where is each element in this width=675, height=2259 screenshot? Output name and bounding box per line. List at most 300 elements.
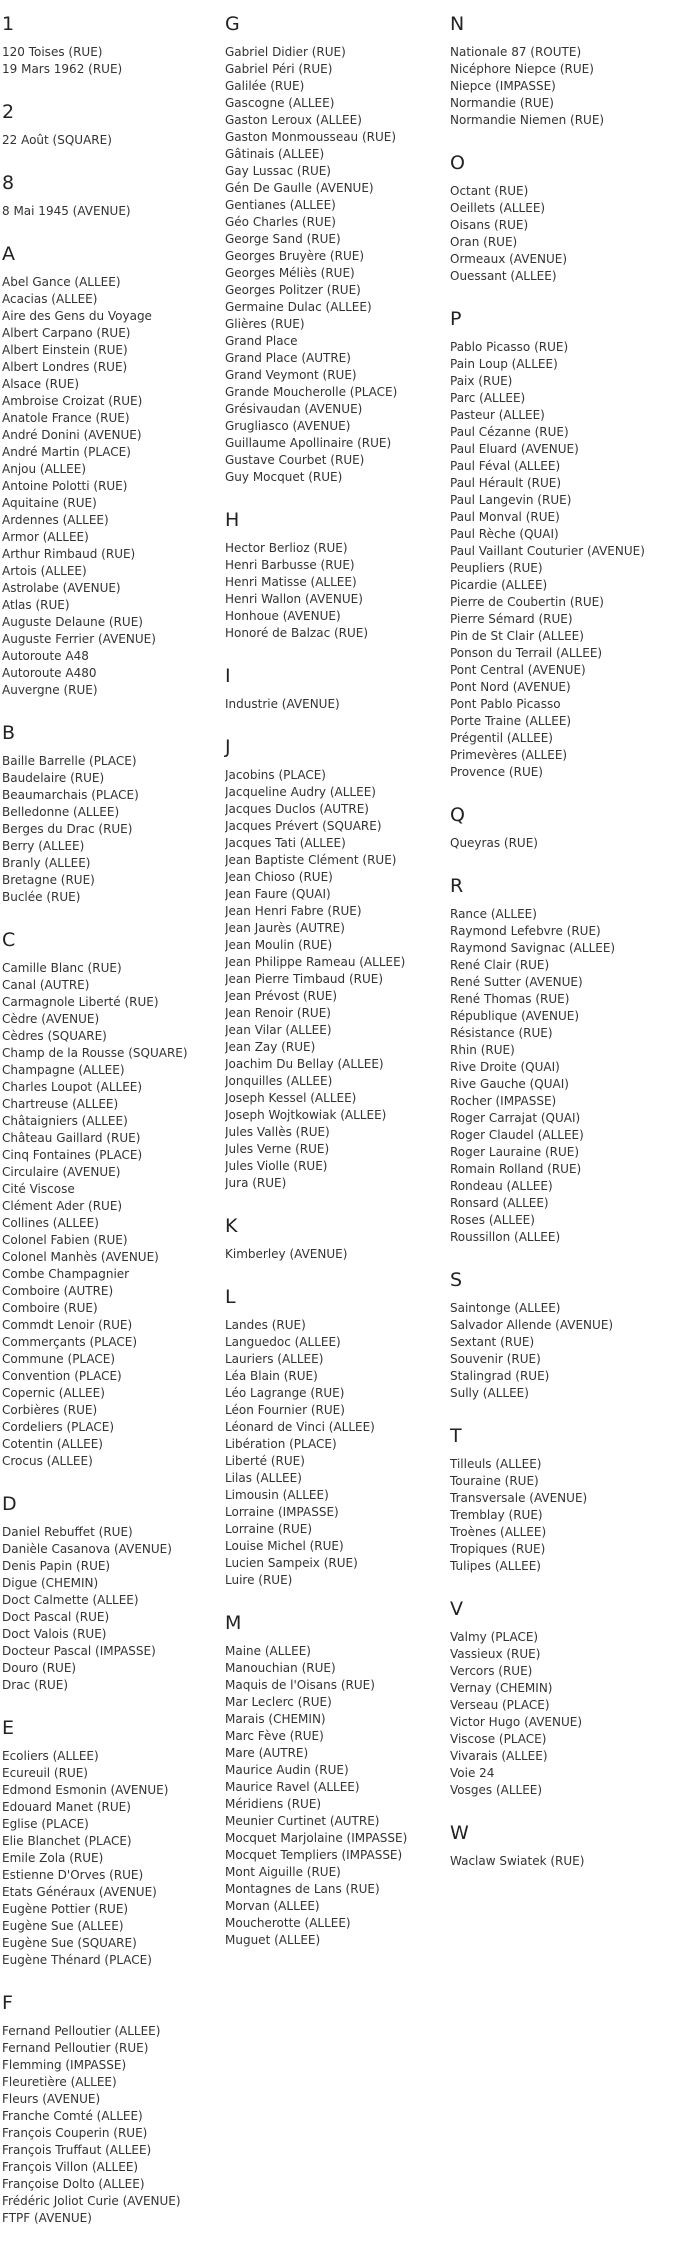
letter-group bbox=[450, 151, 665, 285]
street-item[interactable]: Eglise (PLACE) bbox=[2, 1817, 89, 1831]
street-item[interactable]: Kimberley (AVENUE) bbox=[225, 1247, 348, 1261]
street-item[interactable]: Pont Nord (AVENUE) bbox=[450, 680, 571, 694]
street-item[interactable]: Rive Gauche (QUAI) bbox=[450, 1077, 569, 1091]
street-item[interactable]: Prégentil (ALLEE) bbox=[450, 731, 553, 745]
street-item[interactable]: Châtaigniers (ALLEE) bbox=[2, 1114, 128, 1128]
street-item[interactable]: Maurice Ravel (ALLEE) bbox=[225, 1780, 360, 1794]
street-item[interactable]: Cité Viscose bbox=[2, 1182, 75, 1196]
street-item[interactable]: Estienne D'Orves (RUE) bbox=[2, 1868, 144, 1882]
street-item[interactable]: François Couperin (RUE) bbox=[2, 2126, 148, 2140]
street-item[interactable]: Ouessant (ALLEE) bbox=[450, 269, 557, 283]
index-column-3 bbox=[450, 0, 665, 1892]
street-item[interactable]: Jacques Duclos (AUTRE) bbox=[225, 802, 369, 816]
street-item[interactable]: Fernand Pelloutier (RUE) bbox=[2, 2041, 149, 2055]
street-item[interactable]: Cotentin (ALLEE) bbox=[2, 1437, 103, 1451]
street-item[interactable]: Marc Fève (RUE) bbox=[225, 1729, 324, 1743]
letter-group bbox=[225, 1214, 440, 1263]
street-item[interactable]: Jean Chioso (RUE) bbox=[225, 870, 333, 884]
street-item[interactable]: Etats Généraux (AVENUE) bbox=[2, 1885, 157, 1899]
street-item[interactable]: Manouchian (RUE) bbox=[225, 1661, 336, 1675]
street-item[interactable]: Pierre de Coubertin (RUE) bbox=[450, 595, 604, 609]
street-item[interactable]: Aire des Gens du Voyage bbox=[2, 309, 152, 323]
street-item[interactable]: René Clair (RUE) bbox=[450, 958, 550, 972]
street-item[interactable]: Hector Berlioz (RUE) bbox=[225, 541, 348, 555]
letter-heading: J bbox=[225, 736, 231, 758]
street-item[interactable]: Porte Traine (ALLEE) bbox=[450, 714, 572, 728]
street-item[interactable]: Artois (ALLEE) bbox=[2, 564, 87, 578]
street-item[interactable]: Paul Langevin (RUE) bbox=[450, 493, 572, 507]
street-item[interactable]: Stalingrad (RUE) bbox=[450, 1369, 550, 1383]
street-item[interactable]: Flemming (IMPASSE) bbox=[2, 2058, 127, 2072]
street-item[interactable]: Albert Einstein (RUE) bbox=[2, 343, 128, 357]
street-item[interactable]: Jean Zay (RUE) bbox=[225, 1040, 316, 1054]
street-item[interactable]: Ambroise Croizat (RUE) bbox=[2, 394, 143, 408]
street-item[interactable]: Géo Charles (RUE) bbox=[225, 215, 336, 229]
street-item[interactable]: Gentianes (ALLEE) bbox=[225, 198, 336, 212]
street-item[interactable]: Danièle Casanova (AVENUE) bbox=[2, 1542, 172, 1556]
street-item[interactable]: Maurice Audin (RUE) bbox=[225, 1763, 349, 1777]
street-item[interactable]: Anjou (ALLEE) bbox=[2, 462, 87, 476]
street-item[interactable]: George Sand (RUE) bbox=[225, 232, 341, 246]
street-item[interactable]: Alsace (RUE) bbox=[2, 377, 80, 391]
street-item[interactable]: Georges Bruyère (RUE) bbox=[225, 249, 365, 263]
street-item[interactable]: Maquis de l'Oisans (RUE) bbox=[225, 1678, 375, 1692]
street-item[interactable]: Voie 24 bbox=[450, 1766, 495, 1780]
street-item[interactable]: Eugène Sue (SQUARE) bbox=[2, 1936, 137, 1950]
street-item[interactable]: Anatole France (RUE) bbox=[2, 411, 130, 425]
street-item[interactable]: François Villon (ALLEE) bbox=[2, 2160, 139, 2174]
street-item[interactable]: Henri Barbusse (RUE) bbox=[225, 558, 355, 572]
street-item[interactable]: Edouard Manet (RUE) bbox=[2, 1800, 131, 1814]
street-item[interactable]: Guy Mocquet (RUE) bbox=[225, 470, 343, 484]
street-item[interactable]: Rocher (IMPASSE) bbox=[450, 1094, 557, 1108]
street-item[interactable]: Canal (AUTRE) bbox=[2, 978, 90, 992]
street-item[interactable]: Jean Renoir (RUE) bbox=[225, 1006, 331, 1020]
street-item[interactable]: Fernand Pelloutier (ALLEE) bbox=[2, 2024, 161, 2038]
street-item[interactable]: Lauriers (ALLEE) bbox=[225, 1352, 324, 1366]
street-item[interactable]: Tulipes (ALLEE) bbox=[450, 1559, 541, 1573]
street-item[interactable]: Landes (RUE) bbox=[225, 1318, 306, 1332]
street-item[interactable]: Albert Carpano (RUE) bbox=[2, 326, 131, 340]
street-item[interactable]: Gabriel Didier (RUE) bbox=[225, 45, 346, 59]
street-item[interactable]: Roger Lauraine (RUE) bbox=[450, 1145, 580, 1159]
street-item[interactable]: Grésivaudan (AVENUE) bbox=[225, 402, 363, 416]
street-item[interactable]: Carmagnole Liberté (RUE) bbox=[2, 995, 159, 1009]
street-item[interactable]: Vernay (CHEMIN) bbox=[450, 1681, 553, 1695]
street-item[interactable]: Pasteur (ALLEE) bbox=[450, 408, 545, 422]
street-item[interactable]: Eugène Thénard (PLACE) bbox=[2, 1953, 152, 1967]
street-item[interactable]: Jacques Prévert (SQUARE) bbox=[225, 819, 382, 833]
street-item[interactable]: Jules Violle (RUE) bbox=[225, 1159, 328, 1173]
street-item[interactable]: Paix (RUE) bbox=[450, 374, 513, 388]
street-item[interactable]: Oeillets (ALLEE) bbox=[450, 201, 546, 215]
street-item[interactable]: Peupliers (RUE) bbox=[450, 561, 543, 575]
street-item[interactable]: Victor Hugo (AVENUE) bbox=[450, 1715, 583, 1729]
street-item[interactable]: Fleurs (AVENUE) bbox=[2, 2092, 101, 2106]
street-item[interactable]: Grand Veymont (RUE) bbox=[225, 368, 357, 382]
street-item[interactable]: Germaine Dulac (ALLEE) bbox=[225, 300, 372, 314]
street-item[interactable]: 8 Mai 1945 (AVENUE) bbox=[2, 204, 131, 218]
street-item[interactable]: Franche Comté (ALLEE) bbox=[2, 2109, 143, 2123]
street-item[interactable]: Commerçants (PLACE) bbox=[2, 1335, 137, 1349]
street-item[interactable]: Queyras (RUE) bbox=[450, 836, 538, 850]
street-item[interactable]: FTPF (AVENUE) bbox=[2, 2211, 92, 2225]
street-item[interactable]: Denis Papin (RUE) bbox=[2, 1559, 111, 1573]
street-item[interactable]: Buclée (RUE) bbox=[2, 890, 81, 904]
street-item[interactable]: Eugène Sue (ALLEE) bbox=[2, 1919, 124, 1933]
street-item[interactable]: Beaumarchais (PLACE) bbox=[2, 788, 139, 802]
street-item[interactable]: Comboire (AUTRE) bbox=[2, 1284, 114, 1298]
street-item[interactable]: Jules Verne (RUE) bbox=[225, 1142, 330, 1156]
letter-heading: B bbox=[2, 722, 16, 744]
street-item[interactable]: Valmy (PLACE) bbox=[450, 1630, 539, 1644]
letter-heading: E bbox=[2, 1717, 15, 1739]
street-item[interactable]: Primevères (ALLEE) bbox=[450, 748, 568, 762]
street-item[interactable]: Marais (CHEMIN) bbox=[225, 1712, 326, 1726]
street-item[interactable]: Doct Pascal (RUE) bbox=[2, 1610, 110, 1624]
street-item[interactable]: Octant (RUE) bbox=[450, 184, 529, 198]
street-item[interactable]: Cèdres (SQUARE) bbox=[2, 1029, 107, 1043]
street-item[interactable]: Berry (ALLEE) bbox=[2, 839, 85, 853]
street-item[interactable]: Baille Barrelle (PLACE) bbox=[2, 754, 137, 768]
street-item[interactable]: Ormeaux (AVENUE) bbox=[450, 252, 568, 266]
street-item[interactable]: Lorraine (RUE) bbox=[225, 1522, 313, 1536]
street-item[interactable]: Paul Vaillant Couturier (AVENUE) bbox=[450, 544, 645, 558]
street-item[interactable]: Touraine (RUE) bbox=[450, 1474, 539, 1488]
street-item[interactable]: Rondeau (ALLEE) bbox=[450, 1179, 553, 1193]
street-item[interactable]: Gâtinais (ALLEE) bbox=[225, 147, 325, 161]
street-item[interactable]: Tropiques (RUE) bbox=[450, 1542, 546, 1556]
street-item[interactable]: 22 Août (SQUARE) bbox=[2, 133, 112, 147]
street-item[interactable]: Jacqueline Audry (ALLEE) bbox=[225, 785, 376, 799]
street-item[interactable]: Saintonge (ALLEE) bbox=[450, 1301, 561, 1315]
street-item[interactable]: Elie Blanchet (PLACE) bbox=[2, 1834, 132, 1848]
letter-group bbox=[2, 100, 217, 149]
letter-heading: O bbox=[450, 152, 465, 174]
street-item[interactable]: Bretagne (RUE) bbox=[2, 873, 95, 887]
street-item[interactable]: Troènes (ALLEE) bbox=[450, 1525, 547, 1539]
street-item[interactable]: Aquitaine (RUE) bbox=[2, 496, 97, 510]
street-item[interactable]: Paul Cézanne (RUE) bbox=[450, 425, 569, 439]
street-item[interactable]: Gay Lussac (RUE) bbox=[225, 164, 331, 178]
street-item[interactable]: Nicéphore Niepce (RUE) bbox=[450, 62, 594, 76]
street-item[interactable]: Paul Rèche (QUAI) bbox=[450, 527, 559, 541]
street-item[interactable]: Pain Loup (ALLEE) bbox=[450, 357, 558, 371]
index-column-2 bbox=[225, 0, 440, 1971]
street-item[interactable]: Normandie Niemen (RUE) bbox=[450, 113, 605, 127]
street-item[interactable]: Nationale 87 (ROUTE) bbox=[450, 45, 582, 59]
street-item[interactable]: Roger Carrajat (QUAI) bbox=[450, 1111, 581, 1125]
street-item[interactable]: Jean Philippe Rameau (ALLEE) bbox=[225, 955, 406, 969]
street-item[interactable]: René Sutter (AVENUE) bbox=[450, 975, 583, 989]
street-item[interactable]: Françoise Dolto (ALLEE) bbox=[2, 2177, 145, 2191]
street-item[interactable]: Sextant (RUE) bbox=[450, 1335, 535, 1349]
street-item[interactable]: Jacques Tati (ALLEE) bbox=[225, 836, 346, 850]
street-item[interactable]: Industrie (AVENUE) bbox=[225, 697, 340, 711]
street-item[interactable]: Fleuretière (ALLEE) bbox=[2, 2075, 117, 2089]
street-item[interactable]: Tilleuls (ALLEE) bbox=[450, 1457, 542, 1471]
street-item[interactable]: Arthur Rimbaud (RUE) bbox=[2, 547, 136, 561]
street-item[interactable]: Henri Matisse (ALLEE) bbox=[225, 575, 357, 589]
street-item[interactable]: Jean Vilar (ALLEE) bbox=[225, 1023, 332, 1037]
street-item[interactable]: Eugène Pottier (RUE) bbox=[2, 1902, 129, 1916]
street-item[interactable]: Jean Moulin (RUE) bbox=[225, 938, 333, 952]
street-item[interactable]: Douro (RUE) bbox=[2, 1661, 77, 1675]
street-item[interactable]: Convention (PLACE) bbox=[2, 1369, 122, 1383]
street-item[interactable]: Jean Prévost (RUE) bbox=[225, 989, 338, 1003]
street-item[interactable]: Liberté (RUE) bbox=[225, 1454, 305, 1468]
street-item[interactable]: Vivarais (ALLEE) bbox=[450, 1749, 548, 1763]
street-item[interactable]: Astrolabe (AVENUE) bbox=[2, 581, 121, 595]
street-item[interactable]: 19 Mars 1962 (RUE) bbox=[2, 62, 123, 76]
street-item[interactable]: Auvergne (RUE) bbox=[2, 683, 98, 697]
street-item[interactable]: Château Gaillard (RUE) bbox=[2, 1131, 141, 1145]
street-item[interactable]: Jonquilles (ALLEE) bbox=[225, 1074, 333, 1088]
letter-group bbox=[450, 874, 665, 1246]
street-item[interactable]: Limousin (ALLEE) bbox=[225, 1488, 329, 1502]
street-item[interactable]: Léonard de Vinci (ALLEE) bbox=[225, 1420, 375, 1434]
street-item[interactable]: Colonel Fabien (RUE) bbox=[2, 1233, 128, 1247]
letter-group bbox=[2, 12, 217, 78]
street-item[interactable]: Raymond Savignac (ALLEE) bbox=[450, 941, 616, 955]
street-item[interactable]: Paul Eluard (AVENUE) bbox=[450, 442, 579, 456]
letter-heading: V bbox=[450, 1598, 463, 1620]
street-item[interactable]: Autoroute A480 bbox=[2, 666, 97, 680]
street-item[interactable]: Berges du Drac (RUE) bbox=[2, 822, 133, 836]
street-item[interactable]: Louise Michel (RUE) bbox=[225, 1539, 344, 1553]
street-item[interactable]: Jules Vallès (RUE) bbox=[225, 1125, 330, 1139]
street-item[interactable]: Grand Place bbox=[225, 334, 298, 348]
street-item[interactable]: Glières (RUE) bbox=[225, 317, 305, 331]
street-item[interactable]: Ardennes (ALLEE) bbox=[2, 513, 109, 527]
street-item[interactable]: Baudelaire (RUE) bbox=[2, 771, 105, 785]
letter-group bbox=[450, 307, 665, 781]
street-item[interactable]: Georges Méliès (RUE) bbox=[225, 266, 355, 280]
street-item[interactable]: Paul Hérault (RUE) bbox=[450, 476, 562, 490]
street-item[interactable]: Gascogne (ALLEE) bbox=[225, 96, 335, 110]
street-item[interactable]: Gén De Gaulle (AVENUE) bbox=[225, 181, 374, 195]
letter-group bbox=[450, 803, 665, 852]
street-item[interactable]: Chartreuse (ALLEE) bbox=[2, 1097, 119, 1111]
street-item[interactable]: Verseau (PLACE) bbox=[450, 1698, 550, 1712]
street-item[interactable]: Circulaire (AVENUE) bbox=[2, 1165, 121, 1179]
street-item[interactable]: Roses (ALLEE) bbox=[450, 1213, 535, 1227]
street-item[interactable]: Guillaume Apollinaire (RUE) bbox=[225, 436, 392, 450]
street-item[interactable]: Honhoue (AVENUE) bbox=[225, 609, 341, 623]
street-item[interactable]: Roussillon (ALLEE) bbox=[450, 1230, 561, 1244]
street-item[interactable]: Collines (ALLEE) bbox=[2, 1216, 99, 1230]
street-item[interactable]: Commune (PLACE) bbox=[2, 1352, 116, 1366]
street-item[interactable]: Mocquet Marjolaine (IMPASSE) bbox=[225, 1831, 408, 1845]
street-item[interactable]: Vercors (RUE) bbox=[450, 1664, 533, 1678]
street-item[interactable]: Grugliasco (AVENUE) bbox=[225, 419, 351, 433]
street-item[interactable]: Abel Gance (ALLEE) bbox=[2, 275, 121, 289]
letter-heading: P bbox=[450, 308, 462, 330]
street-item[interactable]: Rhin (RUE) bbox=[450, 1043, 515, 1057]
street-item[interactable]: Grande Moucherolle (PLACE) bbox=[225, 385, 398, 399]
street-item[interactable]: Parc (ALLEE) bbox=[450, 391, 526, 405]
street-item[interactable]: Frédéric Joliot Curie (AVENUE) bbox=[2, 2194, 181, 2208]
street-item[interactable]: Autoroute A48 bbox=[2, 649, 89, 663]
street-item[interactable]: Clément Ader (RUE) bbox=[2, 1199, 123, 1213]
street-item[interactable]: Gaston Leroux (ALLEE) bbox=[225, 113, 362, 127]
letter-group bbox=[2, 928, 217, 1470]
street-item[interactable]: Pablo Picasso (RUE) bbox=[450, 340, 569, 354]
street-item[interactable]: Pont Pablo Picasso bbox=[450, 697, 561, 711]
street-item[interactable]: Comboire (RUE) bbox=[2, 1301, 98, 1315]
street-item[interactable]: Jean Jaurès (AUTRE) bbox=[225, 921, 345, 935]
street-item[interactable]: Méridiens (RUE) bbox=[225, 1797, 322, 1811]
street-item[interactable]: Ponson du Terrail (ALLEE) bbox=[450, 646, 603, 660]
street-item[interactable]: René Thomas (RUE) bbox=[450, 992, 570, 1006]
street-item[interactable]: Oran (RUE) bbox=[450, 235, 518, 249]
letter-group bbox=[450, 1424, 665, 1575]
street-item[interactable]: André Martin (PLACE) bbox=[2, 445, 131, 459]
street-item[interactable]: Jean Faure (QUAI) bbox=[225, 887, 331, 901]
street-item[interactable]: Pierre Sémard (RUE) bbox=[450, 612, 573, 626]
street-item[interactable]: Muguet (ALLEE) bbox=[225, 1933, 321, 1947]
street-item[interactable]: Cèdre (AVENUE) bbox=[2, 1012, 100, 1026]
street-item[interactable]: Oisans (RUE) bbox=[450, 218, 529, 232]
street-item[interactable]: République (AVENUE) bbox=[450, 1009, 580, 1023]
street-item[interactable]: Mocquet Templiers (IMPASSE) bbox=[225, 1848, 403, 1862]
street-item[interactable]: Drac (RUE) bbox=[2, 1678, 69, 1692]
street-item[interactable]: Ecoliers (ALLEE) bbox=[2, 1749, 99, 1763]
street-item[interactable]: Libération (PLACE) bbox=[225, 1437, 337, 1451]
street-item[interactable]: Albert Londres (RUE) bbox=[2, 360, 128, 374]
street-item[interactable]: Picardie (ALLEE) bbox=[450, 578, 548, 592]
street-item[interactable]: Gabriel Péri (RUE) bbox=[225, 62, 333, 76]
street-item[interactable]: Crocus (ALLEE) bbox=[2, 1454, 93, 1468]
street-item[interactable]: Transversale (AVENUE) bbox=[450, 1491, 588, 1505]
letter-heading: L bbox=[225, 1286, 236, 1308]
street-item[interactable]: Auguste Delaune (RUE) bbox=[2, 615, 143, 629]
street-item[interactable]: Camille Blanc (RUE) bbox=[2, 961, 122, 975]
street-item[interactable]: Waclaw Swiatek (RUE) bbox=[450, 1854, 585, 1868]
street-item[interactable]: Mar Leclerc (RUE) bbox=[225, 1695, 332, 1709]
street-item[interactable]: Luire (RUE) bbox=[225, 1573, 293, 1587]
street-item[interactable]: Henri Wallon (AVENUE) bbox=[225, 592, 363, 606]
street-item[interactable]: Armor (ALLEE) bbox=[2, 530, 89, 544]
street-item[interactable]: Joseph Wojtkowiak (ALLEE) bbox=[225, 1108, 387, 1122]
street-item[interactable]: Pont Central (AVENUE) bbox=[450, 663, 586, 677]
street-item[interactable]: Cinq Fontaines (PLACE) bbox=[2, 1148, 143, 1162]
street-item[interactable]: Joseph Kessel (ALLEE) bbox=[225, 1091, 357, 1105]
street-item[interactable]: Digue (CHEMIN) bbox=[2, 1576, 99, 1590]
street-item[interactable]: Mare (AUTRE) bbox=[225, 1746, 309, 1760]
street-item[interactable]: Paul Féval (ALLEE) bbox=[450, 459, 561, 473]
street-item[interactable]: Acacias (ALLEE) bbox=[2, 292, 98, 306]
letter-heading: G bbox=[225, 13, 240, 35]
street-item[interactable]: Résistance (RUE) bbox=[450, 1026, 553, 1040]
street-item[interactable]: Pin de St Clair (ALLEE) bbox=[450, 629, 584, 643]
letter-group bbox=[225, 1285, 440, 1589]
street-item[interactable]: Jean Pierre Timbaud (RUE) bbox=[225, 972, 384, 986]
street-item[interactable]: Gaston Monmousseau (RUE) bbox=[225, 130, 397, 144]
street-item[interactable]: Commdt Lenoir (RUE) bbox=[2, 1318, 133, 1332]
street-item[interactable]: Jean Baptiste Clément (RUE) bbox=[225, 853, 397, 867]
street-item[interactable]: 120 Toises (RUE) bbox=[2, 45, 103, 59]
street-item[interactable]: Champ de la Rousse (SQUARE) bbox=[2, 1046, 188, 1060]
street-item[interactable]: Montagnes de Lans (RUE) bbox=[225, 1882, 380, 1896]
street-item[interactable]: Auguste Ferrier (AVENUE) bbox=[2, 632, 156, 646]
street-item[interactable]: Meunier Curtinet (AUTRE) bbox=[225, 1814, 380, 1828]
street-item[interactable]: Paul Monval (RUE) bbox=[450, 510, 560, 524]
street-item[interactable]: Ronsard (ALLEE) bbox=[450, 1196, 549, 1210]
street-item[interactable]: Belledonne (ALLEE) bbox=[2, 805, 120, 819]
street-item[interactable]: Antoine Polotti (RUE) bbox=[2, 479, 128, 493]
street-item[interactable]: Edmond Esmonin (AVENUE) bbox=[2, 1783, 169, 1797]
street-item[interactable]: Colonel Manhès (AVENUE) bbox=[2, 1250, 159, 1264]
street-item[interactable]: Corbières (RUE) bbox=[2, 1403, 98, 1417]
street-item[interactable]: Grand Place (AUTRE) bbox=[225, 351, 351, 365]
street-item[interactable]: François Truffaut (ALLEE) bbox=[2, 2143, 152, 2157]
street-item[interactable]: Léon Fournier (RUE) bbox=[225, 1403, 345, 1417]
street-item[interactable]: Champagne (ALLEE) bbox=[2, 1063, 125, 1077]
street-item[interactable]: Souvenir (RUE) bbox=[450, 1352, 541, 1366]
street-item[interactable]: André Donini (AVENUE) bbox=[2, 428, 142, 442]
street-item[interactable]: Viscose (PLACE) bbox=[450, 1732, 547, 1746]
street-item[interactable]: Vassieux (RUE) bbox=[450, 1647, 541, 1661]
street-item[interactable]: Cordeliers (PLACE) bbox=[2, 1420, 115, 1434]
street-item[interactable]: Léa Blain (RUE) bbox=[225, 1369, 318, 1383]
street-item[interactable]: Jean Henri Fabre (RUE) bbox=[225, 904, 362, 918]
street-item[interactable]: Copernic (ALLEE) bbox=[2, 1386, 105, 1400]
street-item[interactable]: Jacobins (PLACE) bbox=[225, 768, 326, 782]
street-item[interactable]: Mont Aiguille (RUE) bbox=[225, 1865, 341, 1879]
street-item[interactable]: Salvador Allende (AVENUE) bbox=[450, 1318, 614, 1332]
street-item[interactable]: Languedoc (ALLEE) bbox=[225, 1335, 341, 1349]
street-item[interactable]: Moucherotte (ALLEE) bbox=[225, 1916, 351, 1930]
street-item[interactable]: Georges Politzer (RUE) bbox=[225, 283, 361, 297]
street-item[interactable]: Sully (ALLEE) bbox=[450, 1386, 529, 1400]
street-item[interactable]: Emile Zola (RUE) bbox=[2, 1851, 104, 1865]
street-item[interactable]: Joachim Du Bellay (ALLEE) bbox=[225, 1057, 384, 1071]
street-item[interactable]: Doct Valois (RUE) bbox=[2, 1627, 107, 1641]
street-item[interactable]: Rive Droite (QUAI) bbox=[450, 1060, 560, 1074]
street-item[interactable]: Rance (ALLEE) bbox=[450, 907, 537, 921]
street-item[interactable]: Honoré de Balzac (RUE) bbox=[225, 626, 369, 640]
street-item[interactable]: Morvan (ALLEE) bbox=[225, 1899, 320, 1913]
street-item[interactable]: Provence (RUE) bbox=[450, 765, 543, 779]
street-item[interactable]: Tremblay (RUE) bbox=[450, 1508, 543, 1522]
street-item[interactable]: Jura (RUE) bbox=[225, 1176, 287, 1190]
street-item[interactable]: Lucien Sampeix (RUE) bbox=[225, 1556, 358, 1570]
letter-group bbox=[225, 12, 440, 486]
street-item[interactable]: Atlas (RUE) bbox=[2, 598, 70, 612]
street-item[interactable]: Galilée (RUE) bbox=[225, 79, 305, 93]
street-item[interactable]: Raymond Lefebvre (RUE) bbox=[450, 924, 601, 938]
street-item[interactable]: Lorraine (IMPASSE) bbox=[225, 1505, 339, 1519]
street-item[interactable]: Docteur Pascal (IMPASSE) bbox=[2, 1644, 156, 1658]
street-item[interactable]: Gustave Courbet (RUE) bbox=[225, 453, 365, 467]
street-item[interactable]: Lilas (ALLEE) bbox=[225, 1471, 302, 1485]
street-item[interactable]: Ecureuil (RUE) bbox=[2, 1766, 88, 1780]
street-item[interactable]: Maine (ALLEE) bbox=[225, 1644, 311, 1658]
street-item[interactable]: Normandie (RUE) bbox=[450, 96, 554, 110]
street-item[interactable]: Léo Lagrange (RUE) bbox=[225, 1386, 345, 1400]
street-item[interactable]: Romain Rolland (RUE) bbox=[450, 1162, 582, 1176]
street-item[interactable]: Charles Loupot (ALLEE) bbox=[2, 1080, 143, 1094]
letter-group bbox=[450, 1268, 665, 1402]
street-item[interactable]: Combe Champagnier bbox=[2, 1267, 130, 1281]
street-item[interactable]: Doct Calmette (ALLEE) bbox=[2, 1593, 139, 1607]
street-item[interactable]: Roger Claudel (ALLEE) bbox=[450, 1128, 584, 1142]
street-item[interactable]: Daniel Rebuffet (RUE) bbox=[2, 1525, 133, 1539]
street-item[interactable]: Vosges (ALLEE) bbox=[450, 1783, 543, 1797]
street-item[interactable]: Branly (ALLEE) bbox=[2, 856, 91, 870]
street-item[interactable]: Niepce (IMPASSE) bbox=[450, 79, 556, 93]
